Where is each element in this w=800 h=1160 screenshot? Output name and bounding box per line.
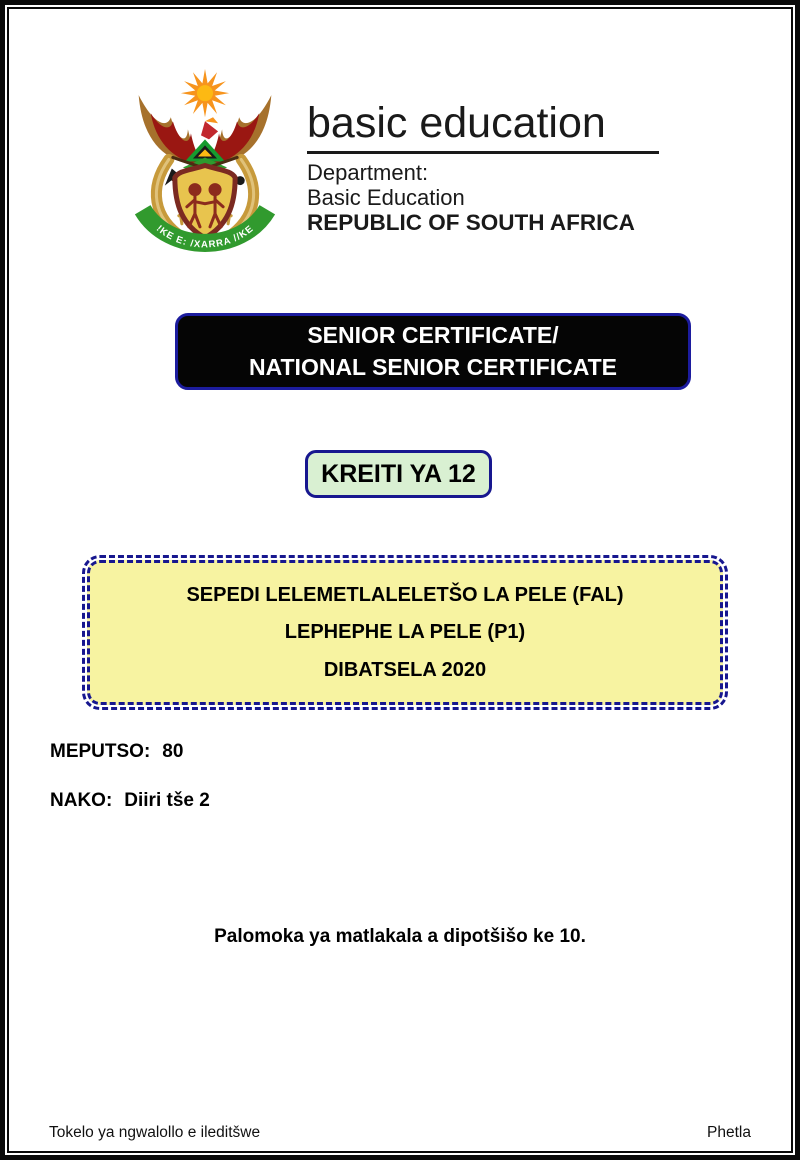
grade-label: KREITI YA 12 bbox=[321, 459, 476, 488]
title-box bbox=[82, 555, 728, 710]
pages-note: Palomoka ya matlakala a dipotšišo ke 10. bbox=[214, 926, 586, 947]
wordmark-rule bbox=[307, 151, 659, 154]
sa-coat-of-arms-logo bbox=[123, 65, 287, 261]
session-title: DIBATSELA 2020 bbox=[323, 658, 487, 681]
time-label: NAKO: bbox=[50, 790, 113, 811]
copyright-note: Tokelo ya ngwalollo e ileditšwe bbox=[49, 1124, 261, 1141]
header bbox=[123, 65, 659, 261]
motto-text: !KE E: /XARRA //KE bbox=[154, 223, 256, 251]
bird-head bbox=[201, 121, 218, 139]
dept-line-2: Basic Education bbox=[307, 184, 465, 210]
time-row bbox=[50, 790, 210, 812]
subject-title: SEPEDI LELEMETLALELETŠO LA PELE (FAL) bbox=[186, 583, 624, 606]
shield bbox=[175, 166, 235, 238]
certificate-banner bbox=[175, 313, 691, 390]
dept-line-1: Department: bbox=[307, 160, 429, 186]
department-wordmark-block bbox=[307, 65, 659, 261]
footer bbox=[49, 1124, 751, 1142]
dept-line-3: REPUBLIC OF SOUTH AFRICA bbox=[307, 210, 635, 236]
time-value: Diiri tše 2 bbox=[124, 790, 210, 811]
marks-label: MEPUTSO: bbox=[50, 741, 151, 762]
coat-of-arms-icon bbox=[123, 65, 287, 261]
banner-line-2: NATIONAL SENIOR CERTIFICATE bbox=[249, 353, 617, 380]
exam-details bbox=[50, 741, 210, 839]
grade-box bbox=[305, 450, 492, 498]
marks-value: 80 bbox=[162, 741, 184, 762]
sun-center bbox=[197, 85, 213, 101]
bird-crest bbox=[205, 117, 218, 123]
banner-line-1: SENIOR CERTIFICATE/ bbox=[307, 322, 559, 349]
wordmark: basic education bbox=[307, 99, 606, 147]
marks-row bbox=[50, 741, 210, 763]
paper-title: LEPHEPHE LA PELE (P1) bbox=[284, 621, 526, 643]
turn-over-note: Phetla bbox=[707, 1124, 751, 1141]
title-box-inner bbox=[87, 560, 723, 705]
